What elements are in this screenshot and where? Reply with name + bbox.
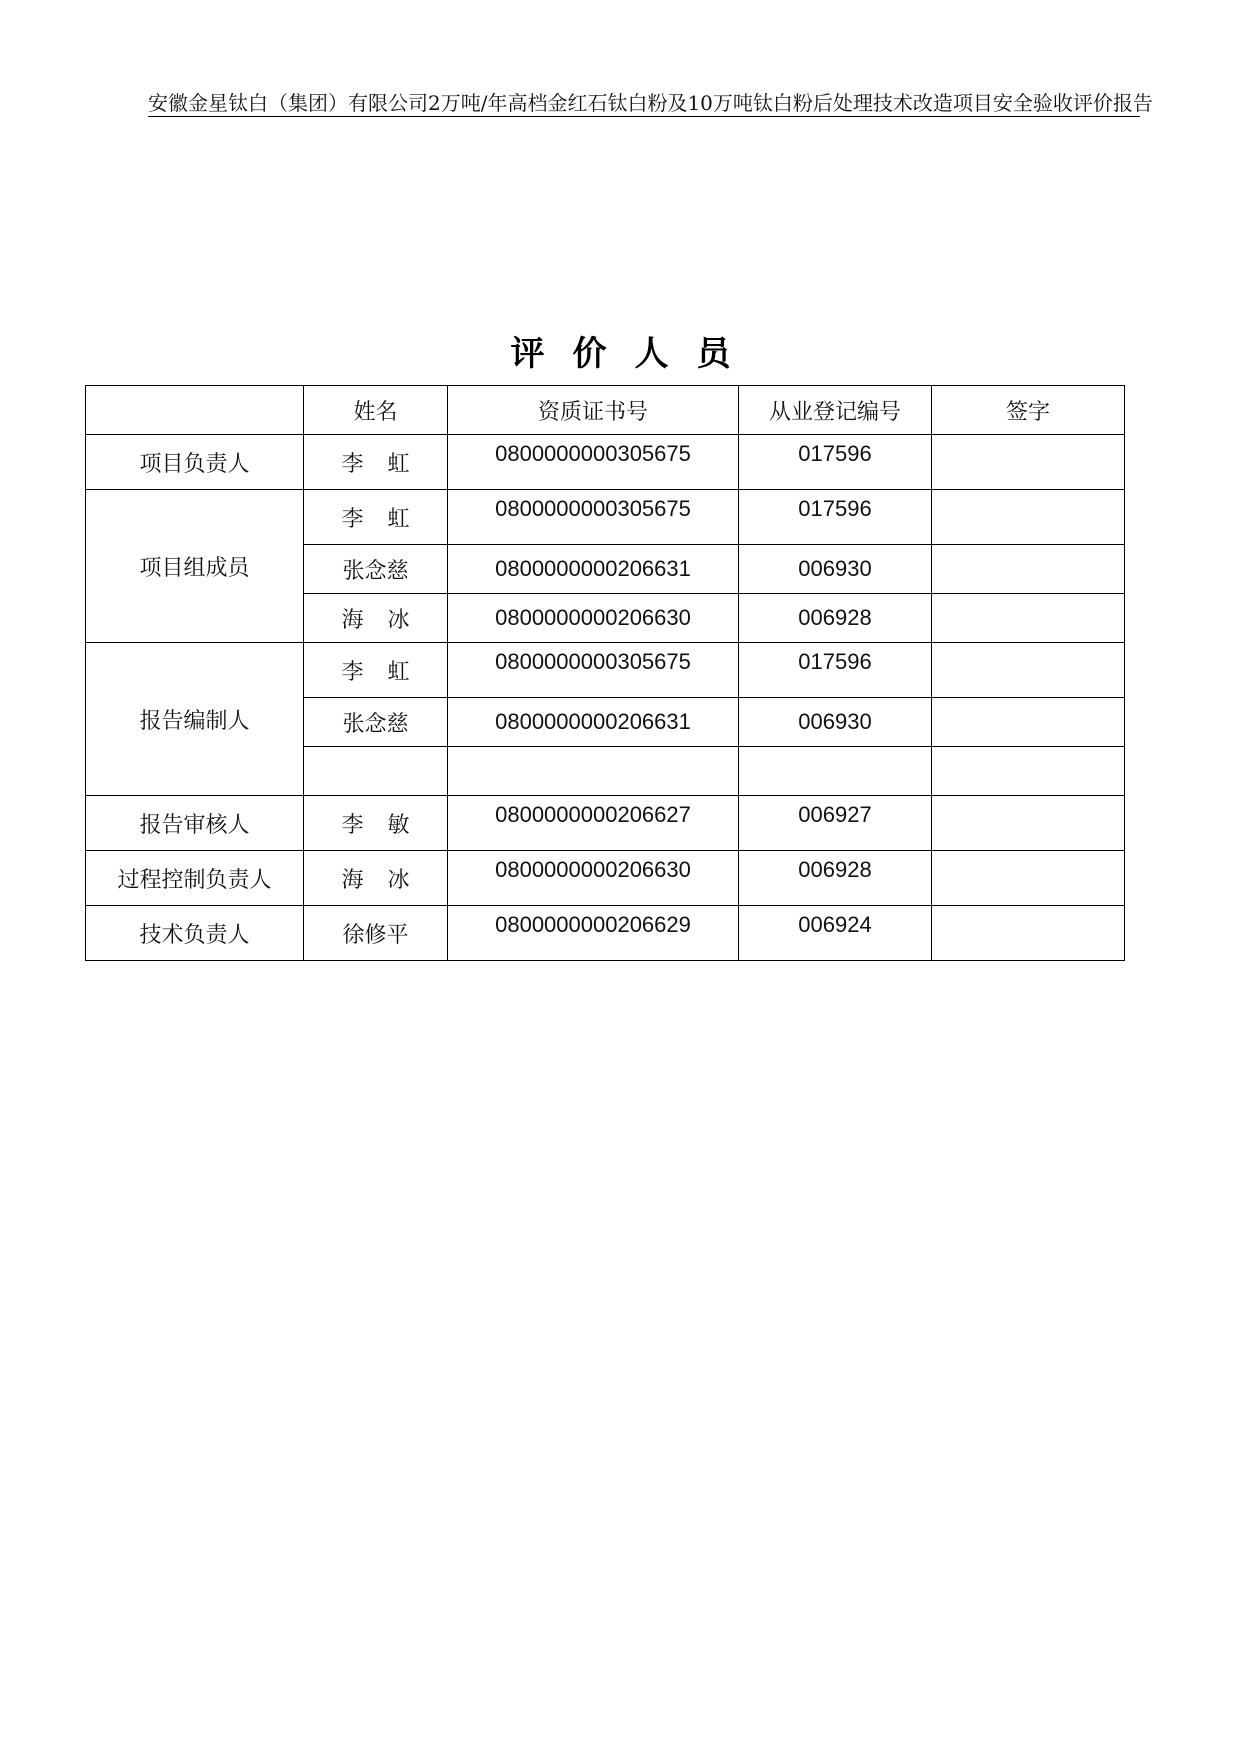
- registration-number-cell: 017596: [739, 643, 932, 698]
- name-cell: 张念慈: [304, 698, 448, 747]
- registration-number-cell: 006930: [739, 698, 932, 747]
- name-cell: [304, 747, 448, 796]
- header-role: [86, 386, 304, 435]
- name-cell: 李敏: [304, 796, 448, 851]
- registration-number-cell: 006928: [739, 851, 932, 906]
- table-row: [86, 906, 1125, 961]
- cert-number-cell: 0800000000206631: [448, 545, 739, 594]
- signature-cell[interactable]: [932, 594, 1125, 643]
- cert-number-cell: 0800000000206630: [448, 851, 739, 906]
- cert-number-cell: 0800000000206631: [448, 698, 739, 747]
- cert-number-cell: 0800000000305675: [448, 490, 739, 545]
- cert-number-cell: [448, 747, 739, 796]
- registration-number-cell: 006927: [739, 796, 932, 851]
- name-cell: 张念慈: [304, 545, 448, 594]
- registration-number-cell: 006924: [739, 906, 932, 961]
- registration-number-cell: 006928: [739, 594, 932, 643]
- role-cell: 项目负责人: [86, 435, 304, 490]
- cert-number-cell: 0800000000206629: [448, 906, 739, 961]
- page-title: 评价人员: [510, 334, 759, 374]
- header-cert: 资质证书号: [448, 386, 739, 435]
- role-cell: 过程控制负责人: [86, 851, 304, 906]
- cert-number-cell: 0800000000206627: [448, 796, 739, 851]
- table-row: [86, 643, 1125, 698]
- role-cell: 报告审核人: [86, 796, 304, 851]
- signature-cell[interactable]: [932, 545, 1125, 594]
- name-cell: 李虹: [304, 643, 448, 698]
- cert-number-cell: 0800000000206630: [448, 594, 739, 643]
- signature-cell[interactable]: [932, 906, 1125, 961]
- signature-cell[interactable]: [932, 698, 1125, 747]
- table-row: [86, 435, 1125, 490]
- table-row: [86, 796, 1125, 851]
- name-cell: 徐修平: [304, 906, 448, 961]
- signature-cell[interactable]: [932, 643, 1125, 698]
- table-row: [86, 490, 1125, 545]
- cert-number-cell: 0800000000305675: [448, 435, 739, 490]
- registration-number-cell: 006930: [739, 545, 932, 594]
- registration-number-cell: [739, 747, 932, 796]
- signature-cell[interactable]: [932, 490, 1125, 545]
- role-cell: 技术负责人: [86, 906, 304, 961]
- table-row: [86, 851, 1125, 906]
- table-header-row: [86, 386, 1125, 435]
- header-sign: 签字: [932, 386, 1125, 435]
- staff-table: [85, 385, 1125, 961]
- cert-number-cell: 0800000000305675: [448, 643, 739, 698]
- registration-number-cell: 017596: [739, 435, 932, 490]
- signature-cell[interactable]: [932, 435, 1125, 490]
- header-name: 姓名: [304, 386, 448, 435]
- table-body: [86, 435, 1125, 961]
- registration-number-cell: 017596: [739, 490, 932, 545]
- name-cell: 李虹: [304, 490, 448, 545]
- name-cell: 海冰: [304, 851, 448, 906]
- header-reg: 从业登记编号: [739, 386, 932, 435]
- signature-cell[interactable]: [932, 851, 1125, 906]
- signature-cell[interactable]: [932, 796, 1125, 851]
- header-rule: [148, 116, 1140, 117]
- role-cell: 报告编制人: [86, 643, 304, 796]
- running-header: 安徽金星钛白（集团）有限公司2万吨/年高档金红石钛白粉及10万吨钛白粉后处理技术改造项目安全验收评价报告: [148, 91, 1153, 115]
- name-cell: 海冰: [304, 594, 448, 643]
- name-cell: 李虹: [304, 435, 448, 490]
- role-cell: 项目组成员: [86, 490, 304, 643]
- signature-cell[interactable]: [932, 747, 1125, 796]
